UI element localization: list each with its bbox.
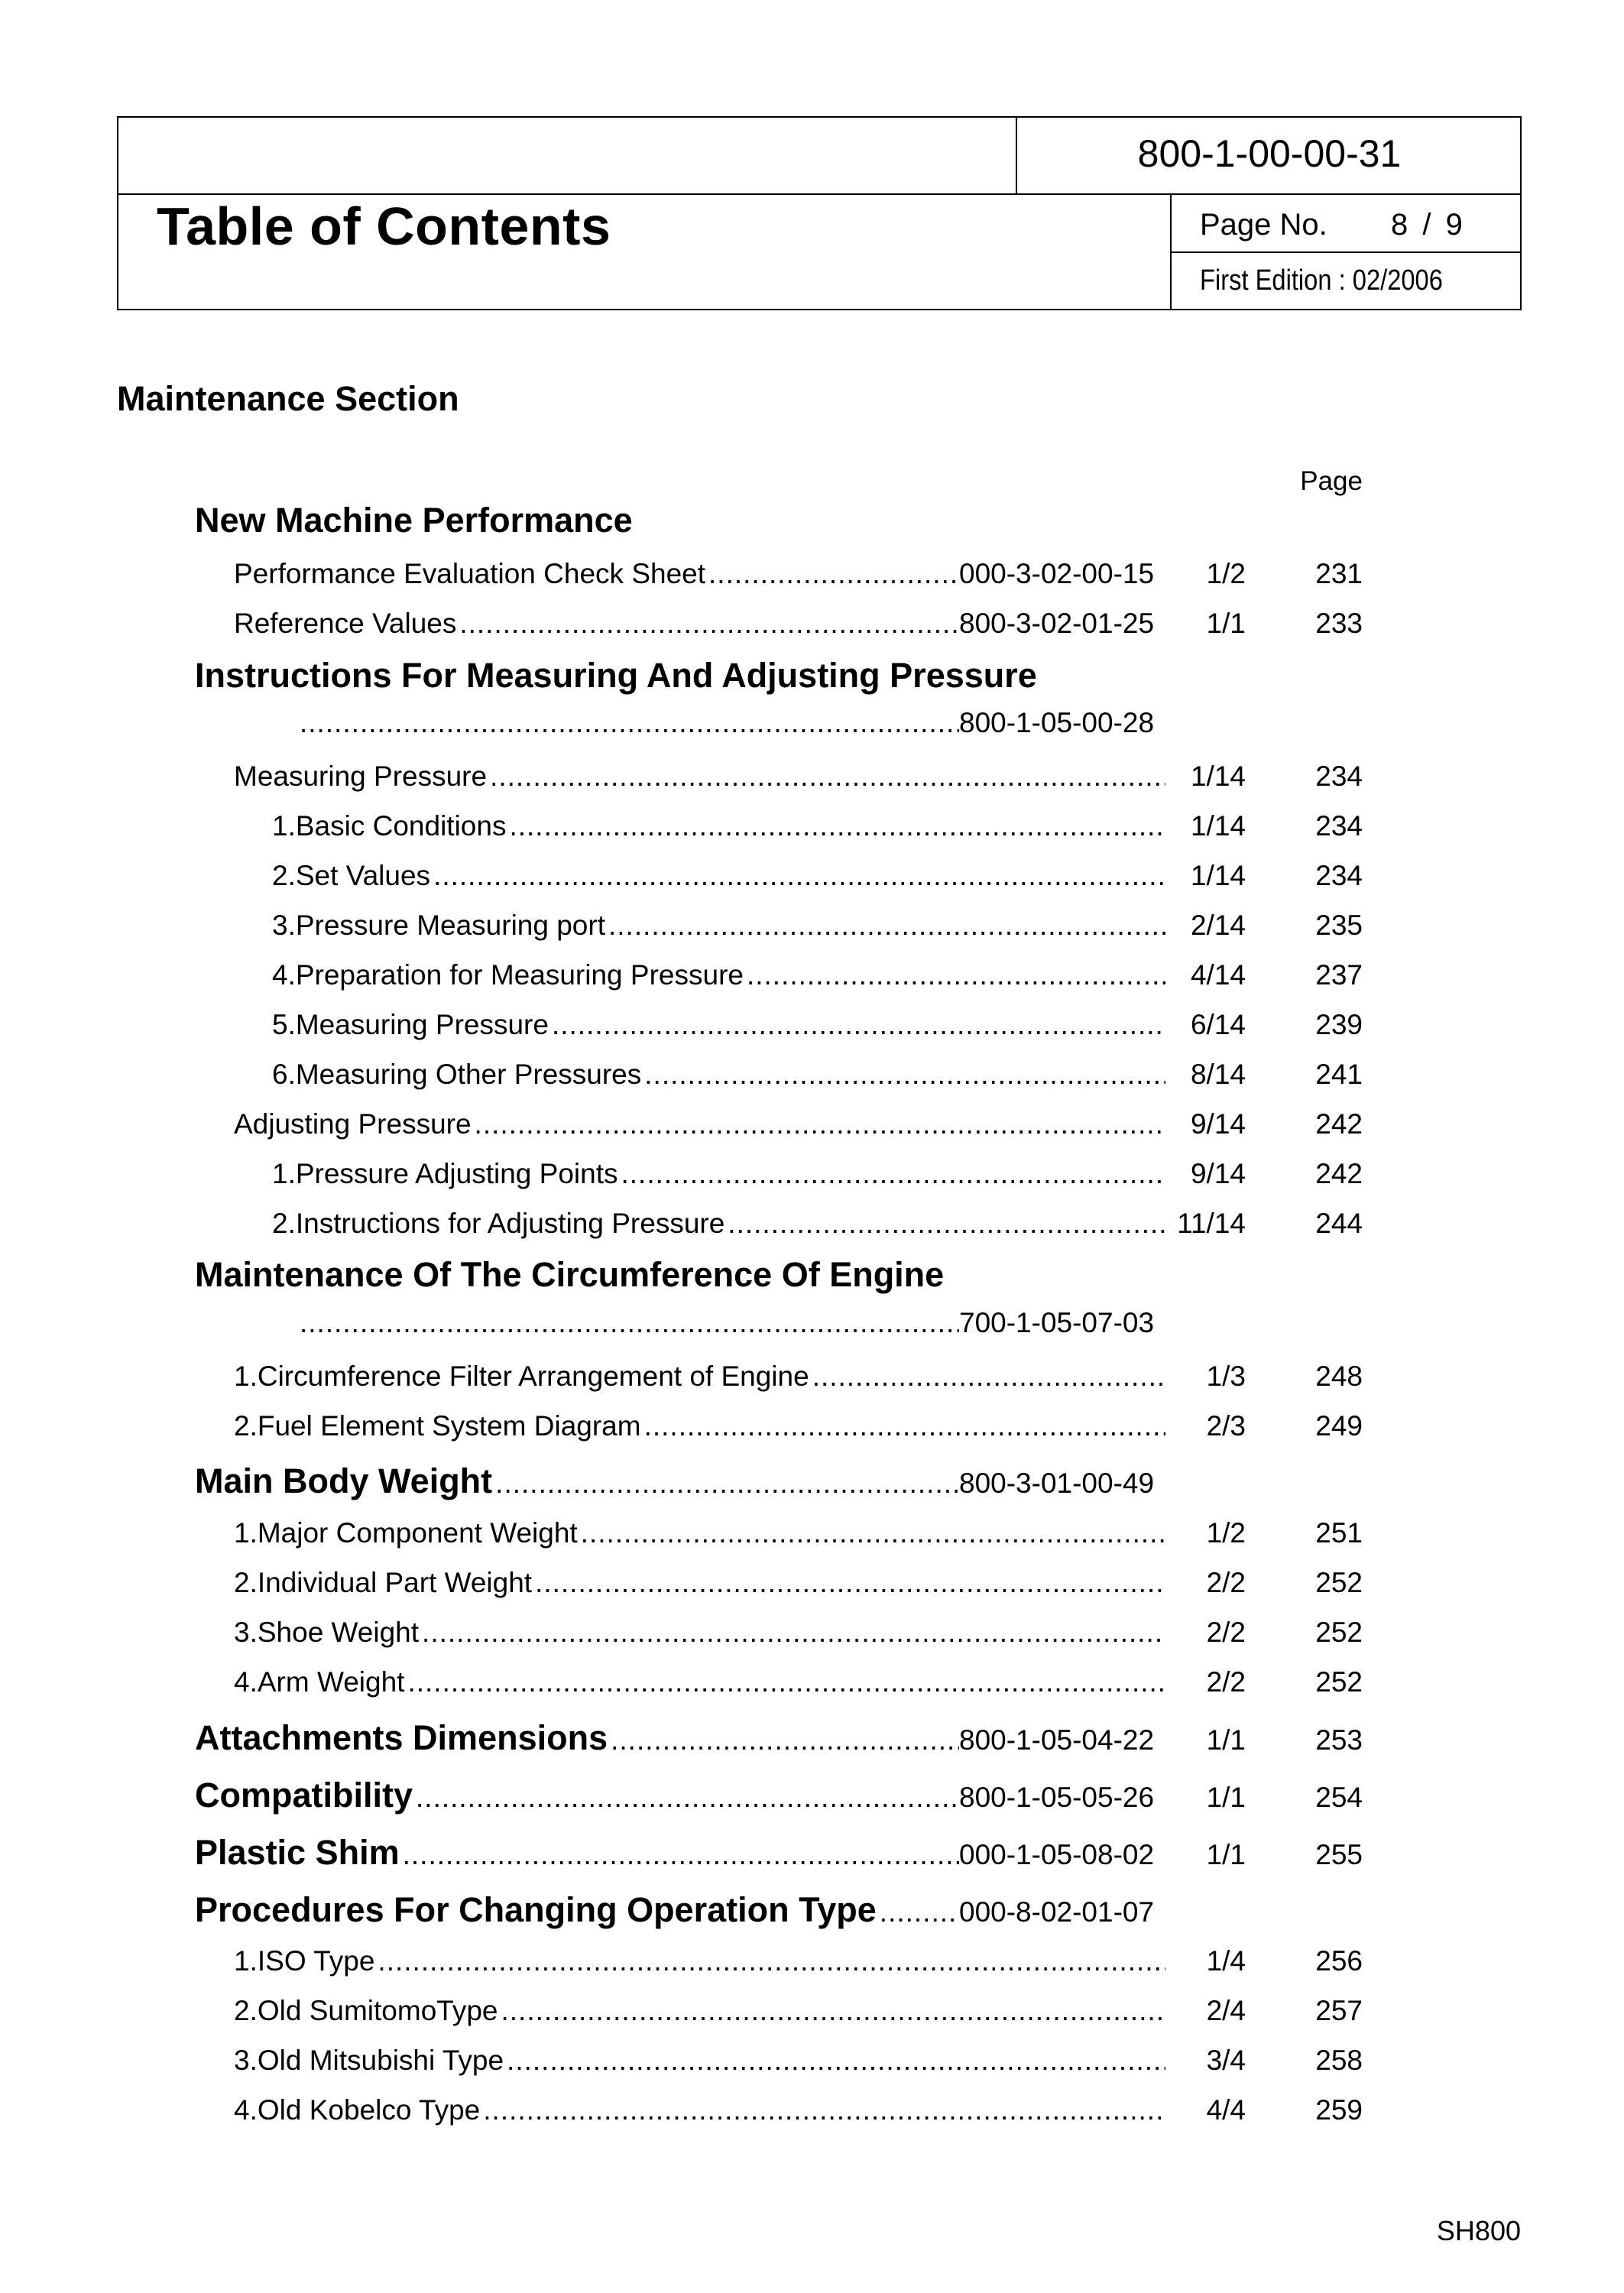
dot-leader: [475, 1108, 1165, 1140]
dot-leader: [300, 707, 959, 739]
toc-label: 3.Old Mitsubishi Type: [234, 2045, 504, 2076]
toc-entry: [0, 608, 1624, 646]
page-number: 257: [1315, 1995, 1363, 2026]
dot-leader: [812, 1361, 1165, 1393]
footer-model: SH800: [1436, 2215, 1521, 2246]
page-number: 252: [1315, 1567, 1363, 1598]
page-column-header: Page: [1300, 466, 1363, 496]
section-page-fraction: 1/2: [1206, 1517, 1246, 1549]
toc-entry: [0, 1517, 1624, 1555]
page-number-value: 8 / 9: [1391, 208, 1463, 242]
toc-label-wrap: [195, 1776, 959, 1815]
section-page-fraction: 1/1: [1206, 1724, 1246, 1756]
toc-label: 1.Pressure Adjusting Points: [272, 1158, 618, 1189]
dot-leader: [621, 1158, 1165, 1190]
section-page-fraction: 2/2: [1206, 1666, 1246, 1698]
toc-entry: [0, 1945, 1624, 1983]
toc-label-wrap: [195, 1255, 1571, 1295]
dot-leader: [747, 959, 1165, 991]
document-code: 800-3-02-01-25: [959, 608, 1155, 639]
toc-label: Reference Values: [234, 608, 457, 639]
section-page-fraction: 1/4: [1206, 1945, 1246, 1977]
toc-label: Adjusting Pressure: [234, 1108, 472, 1140]
dot-leader: [495, 1468, 959, 1500]
dot-leader: [611, 1724, 959, 1756]
toc-label: 6.Measuring Other Pressures: [272, 1059, 642, 1090]
toc-label: Compatibility: [195, 1776, 413, 1815]
section-page-fraction: 2/2: [1206, 1617, 1246, 1648]
toc-label-wrap: [234, 558, 959, 590]
toc-label-wrap: [272, 860, 1165, 892]
document-code: 800-1-05-04-22: [959, 1724, 1155, 1756]
document-code: 800-1-05-00-28: [959, 707, 1155, 738]
toc-label: 3.Shoe Weight: [234, 1617, 420, 1648]
dot-leader: [459, 608, 959, 640]
toc-label: Performance Evaluation Check Sheet: [234, 558, 706, 589]
dot-leader: [507, 2045, 1165, 2077]
toc-entry: [0, 1410, 1624, 1448]
toc-label-wrap: [272, 1158, 1165, 1190]
toc-label: 4.Old Kobelco Type: [234, 2094, 481, 2126]
toc-label-wrap: [234, 1945, 1165, 1977]
toc-label: Maintenance Of The Circumference Of Engine: [195, 1255, 945, 1294]
page-number: 234: [1315, 761, 1363, 792]
dot-leader: [483, 2094, 1165, 2126]
dot-leader: [535, 1567, 1165, 1599]
page-number: 231: [1315, 558, 1363, 589]
toc-label: 1.Major Component Weight: [234, 1517, 578, 1549]
toc-entry: [0, 860, 1624, 898]
dot-leader: [509, 810, 1165, 842]
toc-entry: [0, 761, 1624, 799]
page-number: 252: [1315, 1666, 1363, 1698]
page-number: 234: [1315, 860, 1363, 891]
toc-entry: [0, 1995, 1624, 2033]
dot-leader: [880, 1896, 959, 1928]
toc-label: 1.ISO Type: [234, 1945, 375, 1977]
toc-label-wrap: [272, 910, 1165, 942]
toc-label-wrap: [272, 959, 1165, 991]
section-title: Maintenance Section: [117, 379, 459, 418]
dot-leader: [728, 1208, 1165, 1240]
page-number: 251: [1315, 1517, 1363, 1549]
dot-leader: [403, 1839, 959, 1871]
dot-leader: [416, 1782, 959, 1814]
page-number: 259: [1315, 2094, 1363, 2126]
page-number: 253: [1315, 1724, 1363, 1756]
toc-label-wrap: [195, 1833, 959, 1873]
page-number: 254: [1315, 1782, 1363, 1813]
toc-entry: [0, 1158, 1624, 1196]
page-number: 256: [1315, 1945, 1363, 1977]
toc-label-wrap: [234, 1410, 1165, 1442]
toc-heading: [0, 501, 1624, 539]
page-number: 258: [1315, 2045, 1363, 2076]
toc-label-wrap: [195, 1718, 959, 1758]
section-page-fraction: 3/4: [1206, 2045, 1246, 2076]
toc-label: 2.Instructions for Adjusting Pressure: [272, 1208, 725, 1239]
toc-entry: [0, 707, 1624, 745]
dot-leader: [378, 1945, 1165, 1977]
document-code: 800-3-01-00-49: [959, 1468, 1155, 1499]
toc-label-wrap: [195, 656, 1571, 696]
toc-entry: [0, 1361, 1624, 1399]
toc-label: 4.Preparation for Measuring Pressure: [272, 959, 744, 991]
page-number-label: Page No.: [1200, 208, 1327, 242]
toc-label: Measuring Pressure: [234, 761, 488, 792]
toc-label: 2.Set Values: [272, 860, 431, 891]
section-page-fraction: 2/4: [1206, 1995, 1246, 2026]
dot-leader: [407, 1666, 1165, 1698]
toc-entry: [0, 1059, 1624, 1097]
toc-label: 2.Fuel Element System Diagram: [234, 1410, 641, 1442]
toc-label-wrap: [234, 1617, 1165, 1649]
toc-label-wrap: [272, 1208, 1165, 1240]
toc-label: 3.Pressure Measuring port: [272, 910, 605, 941]
section-page-fraction: 1/1: [1206, 1839, 1246, 1870]
document-code: 000-1-05-08-02: [959, 1839, 1155, 1870]
section-page-fraction: 2/14: [1190, 910, 1246, 941]
document-code: 700-1-05-07-03: [959, 1307, 1155, 1338]
toc-entry: [0, 1108, 1624, 1146]
section-page-fraction: 1/2: [1206, 558, 1246, 589]
document-code: 000-8-02-01-07: [959, 1896, 1155, 1928]
toc-heading: [0, 1461, 1624, 1500]
toc-entry: [0, 558, 1624, 596]
section-page-fraction: 4/4: [1206, 2094, 1246, 2126]
toc-label-wrap: [234, 608, 959, 640]
toc-label-wrap: [234, 761, 1165, 793]
page-number: 239: [1315, 1009, 1363, 1040]
toc-heading: [0, 1833, 1624, 1871]
toc-entry: [0, 810, 1624, 848]
edition-label: First Edition : 02/2006: [1200, 264, 1443, 297]
toc-entry: [0, 959, 1624, 997]
section-page-fraction: 1/1: [1206, 608, 1246, 639]
toc-label: Main Body Weight: [195, 1461, 493, 1500]
dot-leader: [552, 1009, 1165, 1041]
toc-label-wrap: [272, 1009, 1165, 1041]
document-number: 800-1-00-00-31: [1137, 132, 1402, 175]
toc-entry: [0, 2094, 1624, 2132]
toc-heading: [0, 656, 1624, 694]
toc-entry: [0, 1208, 1624, 1246]
header-box: [117, 116, 1522, 310]
toc-entry: [0, 2045, 1624, 2083]
document-code: 000-3-02-00-15: [959, 558, 1155, 589]
toc-label-wrap: [234, 1517, 1165, 1549]
toc-entry: [0, 1666, 1624, 1704]
toc-entry: [0, 1307, 1624, 1345]
toc-label: Plastic Shim: [195, 1833, 400, 1872]
section-page-fraction: 9/14: [1190, 1108, 1246, 1140]
dot-leader: [581, 1517, 1165, 1549]
toc-label-wrap: [234, 1567, 1165, 1599]
section-page-fraction: 6/14: [1190, 1009, 1246, 1040]
section-page-fraction: 8/14: [1190, 1059, 1246, 1090]
divider: [1170, 251, 1522, 253]
section-page-fraction: 1/14: [1190, 860, 1246, 891]
page-number: 248: [1315, 1361, 1363, 1392]
toc-label-wrap: [234, 2094, 1165, 2126]
toc-label-wrap: [234, 2045, 1165, 2077]
toc-heading: [0, 1255, 1624, 1293]
page-number: 233: [1315, 608, 1363, 639]
document-code: 800-1-05-05-26: [959, 1782, 1155, 1813]
dot-leader: [501, 1995, 1165, 2027]
dot-leader: [608, 910, 1165, 942]
toc-label-wrap: [234, 1108, 1165, 1140]
section-page-fraction: 2/3: [1206, 1410, 1246, 1442]
dot-leader: [708, 558, 959, 590]
toc-label-wrap: [195, 501, 1571, 540]
toc-label-wrap: [234, 1361, 1165, 1393]
toc-entry: [0, 1617, 1624, 1655]
toc-label-wrap: [234, 1666, 1165, 1698]
dot-leader: [422, 1617, 1165, 1649]
dot-leader: [297, 707, 959, 739]
toc-label-wrap: [195, 1461, 959, 1501]
page-number: 244: [1315, 1208, 1363, 1239]
page-number: 249: [1315, 1410, 1363, 1442]
section-page-fraction: 2/2: [1206, 1567, 1246, 1598]
dot-leader: [433, 860, 1165, 892]
section-page-fraction: 1/14: [1190, 810, 1246, 842]
toc-label-wrap: [234, 1995, 1165, 2027]
section-page-fraction: 11/14: [1177, 1208, 1246, 1239]
toc-heading: [0, 1718, 1624, 1756]
dot-leader: [490, 761, 1165, 793]
page-number: 255: [1315, 1839, 1363, 1870]
page-number: 252: [1315, 1617, 1363, 1648]
toc-label: Attachments Dimensions: [195, 1718, 608, 1757]
toc-label-wrap: [272, 1059, 1165, 1091]
toc-label-wrap: [195, 1890, 959, 1930]
toc-heading: [0, 1776, 1624, 1814]
toc-label: 1.Circumference Filter Arrangement of Engine: [234, 1361, 809, 1392]
page-number: 241: [1315, 1059, 1363, 1090]
toc-entry: [0, 1567, 1624, 1605]
toc-label: 2.Old SumitomoType: [234, 1995, 498, 2026]
page-number: 234: [1315, 810, 1363, 842]
divider: [118, 193, 1520, 195]
dot-leader: [644, 1410, 1165, 1442]
page-number: 242: [1315, 1158, 1363, 1189]
toc-label: 2.Individual Part Weight: [234, 1567, 533, 1598]
toc-entry: [0, 1009, 1624, 1047]
dot-leader: [644, 1059, 1165, 1091]
dot-leader: [297, 1307, 959, 1339]
page-number: 235: [1315, 910, 1363, 941]
section-page-fraction: 4/14: [1190, 959, 1246, 991]
toc-heading: [0, 1890, 1624, 1928]
toc-label: 4.Arm Weight: [234, 1666, 405, 1698]
toc-label: Procedures For Changing Operation Type: [195, 1890, 877, 1929]
dot-leader: [300, 1307, 959, 1339]
toc-label: 5.Measuring Pressure: [272, 1009, 549, 1040]
section-page-fraction: 1/1: [1206, 1782, 1246, 1813]
toc-entry: [0, 910, 1624, 948]
page-number: 242: [1315, 1108, 1363, 1140]
section-page-fraction: 1/3: [1206, 1361, 1246, 1392]
section-page-fraction: 9/14: [1190, 1158, 1246, 1189]
page-title: Table of Contents: [157, 196, 611, 256]
toc-label: New Machine Performance: [195, 501, 633, 540]
toc-label: 1.Basic Conditions: [272, 810, 507, 842]
toc-label-wrap: [272, 810, 1165, 842]
section-page-fraction: 1/14: [1190, 761, 1246, 792]
toc-label: Instructions For Measuring And Adjusting Pressure: [195, 656, 1037, 695]
page-number: 237: [1315, 959, 1363, 991]
